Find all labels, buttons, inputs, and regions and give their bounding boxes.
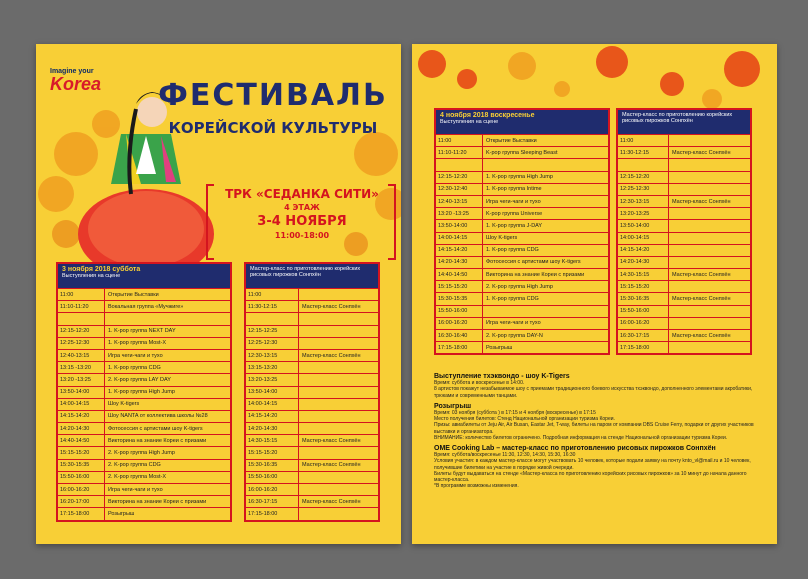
info-text: Время: суббота/воскресенье 11:30, 12:30, 14:30, 15:30, 16:30 [434,452,576,459]
stage-table-subtitle: Выступления на сцене [62,273,121,279]
table-row [246,312,378,324]
row-time: 12:15-12:20 [436,172,483,183]
row-time: 16:00-16:20 [58,484,105,495]
row-time: 11:10-11:20 [58,301,105,312]
master-class-table-sun [616,108,752,355]
row-time: 12:30-13:15 [618,196,669,207]
logo-tagline: Imagine your [50,68,94,75]
stage-schedule-table-sat [56,262,232,522]
table-row [246,398,378,410]
row-time: 13:15 -13:20 [58,362,105,373]
table-row [618,317,750,329]
row-event [483,159,486,170]
table-row [246,386,378,398]
row-time: 12:30-12:40 [436,184,483,195]
row-event [669,172,672,183]
row-event: Мастер-класс Сонпхён [302,352,361,359]
table-row [246,483,378,495]
master-table-rows [246,288,378,520]
row-event: Игра чеги-чаги и тухо [108,486,163,493]
table-row [436,232,608,244]
table-row [436,268,608,280]
row-event [669,208,672,219]
table-row [618,256,750,268]
row-time: 14:20-14:30 [436,257,483,268]
table-row [246,434,378,446]
row-event: Игра чеги-чаги и тухо [108,352,163,359]
stage-table-date: 3 ноября 2018 суббота [62,266,141,273]
row-event [299,508,302,519]
row-time: 17:15-18:00 [246,508,299,519]
row-event: 2. K-pop группа DAY-N [486,332,543,339]
row-time: 15:30-16:35 [246,460,299,471]
row-time: 14:15-14:20 [436,245,483,256]
table-row [618,232,750,244]
row-event [105,313,108,324]
row-event [299,338,302,349]
logo-wordmark: Korea [50,74,102,94]
table-row [618,219,750,231]
row-time: 16:00-16:20 [246,484,299,495]
row-time [58,313,105,324]
table-row [436,244,608,256]
row-time: 16:30-17:15 [246,496,299,507]
table-row [58,410,230,422]
row-event [669,281,672,292]
row-event: 2. K-pop группа LAY DAY [108,376,171,383]
row-event: Мастер-класс Сонпхён [302,437,361,444]
row-time: 14:00-14:15 [436,233,483,244]
row-time: 14:20-14:30 [58,423,105,434]
info-heading-cooking-lab: OME Cooking Lab – мастер-класс по приготовлению рисовых пирожков Сонпхён [434,445,716,453]
row-event [299,399,302,410]
row-time: 16:30-17:15 [618,330,669,341]
stage-schedule-table-sun [434,108,610,355]
row-time: 15:30-16:35 [618,293,669,304]
row-event: Шоу K-tigers [486,235,518,242]
table-row [58,349,230,361]
stage-table-rows [436,134,608,353]
info-text: Место получения билетов: Стенд Национальной организации туризма Кореи. [434,416,615,423]
row-time: 15:50-16:00 [436,306,483,317]
row-event: 1. K-pop группа High Jump [486,174,553,181]
master-table-rows [618,134,750,353]
table-row [246,507,378,519]
row-time: 17:15-18:00 [58,508,105,519]
row-time: 13:20-13:25 [246,374,299,385]
row-time: 14:40-14:50 [58,435,105,446]
row-time: 13:50-14:00 [246,387,299,398]
row-time: 12:25-12:30 [246,338,299,349]
table-row [246,495,378,507]
row-time: 14:15-14:20 [618,245,669,256]
row-time: 14:00-14:15 [246,399,299,410]
row-event [483,306,486,317]
table-row [58,459,230,471]
row-event: 1. K-pop группа CDG [486,296,539,303]
row-time: 17:15-18:00 [436,342,483,353]
table-row [436,292,608,304]
row-time: 13:20 -13:25 [58,374,105,385]
row-time: 13:50-14:00 [618,220,669,231]
row-event [299,411,302,422]
info-text: Условия участия: в каждом мастер-классе могут участвовать 10 человек, которые подали заявку на почту knto_vl@mail.ru и 10 человек, получившие билетики на участие в порядке живой очереди. [434,458,751,471]
table-row [58,422,230,434]
row-time: 15:50-16:00 [58,472,105,483]
row-event: Мастер-класс Сонпхён [672,332,731,339]
row-time: 14:40-14:50 [436,269,483,280]
table-row [246,325,378,337]
table-row [436,305,608,317]
table-row [58,325,230,337]
row-time: 15:15-15:20 [246,447,299,458]
row-time: 13:50-14:00 [436,220,483,231]
row-time: 11:00 [246,289,299,300]
row-event: Мастер-класс Сонпхён [302,462,361,469]
row-time: 16:00-16:20 [618,318,669,329]
table-row [436,207,608,219]
table-row [246,288,378,300]
row-event: Игра чеги-чаги и тухо [486,198,541,205]
table-row [246,471,378,483]
row-event: 1. K-pop группа CDG [486,247,539,254]
row-time: 13:15-13:20 [246,362,299,373]
row-event: Мастер-класс Сонпхён [302,303,361,310]
row-time: 12:25-12:30 [618,184,669,195]
table-row [436,183,608,195]
table-row [246,349,378,361]
row-time: 11:30-12:15 [618,147,669,158]
table-row [58,495,230,507]
row-time: 14:20-14:30 [246,423,299,434]
flyer-page-2 [412,44,777,544]
row-event: Фотосессия с артистами шоу K-tigers [486,259,581,266]
row-time: 16:00-16:20 [436,318,483,329]
stage-table-subtitle: Выступления на сцене [440,119,499,125]
row-time: 11:10-11:20 [436,147,483,158]
table-row [618,292,750,304]
row-time: 11:00 [436,135,483,146]
info-text: *В программе возможны изменения. [434,483,519,490]
table-row [58,471,230,483]
table-row [618,195,750,207]
venue-floor: 4 ЭТАЖ [284,203,320,212]
table-row [436,317,608,329]
row-time: 15:50-16:00 [246,472,299,483]
row-event: Мастер-класс Сонпхён [672,149,731,156]
row-event: Викторина на знание Кореи с призами [108,498,207,505]
table-row [618,183,750,195]
row-event: 1. K-pop группа J-DAY [486,222,543,229]
table-row [618,329,750,341]
venue-time: 11:00-18:00 [274,231,330,240]
stage-table-date: 4 ноября 2018 воскресенье [440,112,535,119]
row-event [299,387,302,398]
row-time: 12:15-12:20 [618,172,669,183]
master-table-header [246,264,378,288]
row-event: 2. K-pop группа Most-X [108,474,167,481]
row-event: Мастер-класс Сонпхён [672,271,731,278]
festival-title-block [158,78,388,137]
table-row [58,300,230,312]
row-time: 17:15-18:00 [618,342,669,353]
table-row [618,134,750,146]
festival-subtitle: КОРЕЙСКОЙ КУЛЬТУРЫ [168,119,378,137]
row-time: 12:30-13:15 [246,350,299,361]
row-event [669,257,672,268]
info-text: Время: суббота и воскресенье в 14:00. [434,380,525,387]
row-time: 13:20-13:25 [618,208,669,219]
table-row [58,337,230,349]
table-row [618,305,750,317]
table-row [436,341,608,353]
table-row [436,256,608,268]
table-row [618,171,750,183]
visit-korea-logo [50,68,101,93]
row-time: 14:15-14:20 [246,411,299,422]
row-event: 1. K-pop группа Most-X [108,340,167,347]
table-row [58,288,230,300]
row-event: Шоу K-tigers [108,401,140,408]
table-row [58,398,230,410]
festival-title: ФЕСТИВАЛЬ [158,78,388,113]
row-time: 15:15-15:20 [58,447,105,458]
row-event: 2. K-pop группа High Jump [486,283,553,290]
table-row [618,341,750,353]
row-event: Викторина на знание Кореи с призами [108,437,207,444]
row-event: 1. K-pop группа CDG [108,364,161,371]
table-row [58,507,230,519]
row-event [669,135,672,146]
master-table-title: Мастер-класс по приготовлению корейских рисовых пирожков Сонпхён [622,112,733,124]
table-row [246,422,378,434]
row-event: Мастер-класс Сонпхён [672,296,731,303]
row-event [669,220,672,231]
row-event [299,289,302,300]
row-event [669,342,672,353]
row-time: 14:00-14:15 [618,233,669,244]
row-time: 13:50-14:00 [58,387,105,398]
row-time: 16:30-16:40 [436,330,483,341]
row-event [299,326,302,337]
row-event: 1. K-pop группа Intime [486,186,542,193]
info-text: Билеты будут выдаваться на стенде «Мастер-класса по приготовлению корейских рисовых пирожков» за 10 минут до начала данного мастер-класса. [434,470,747,484]
table-row [436,171,608,183]
table-row [436,134,608,146]
row-event: 1. K-pop группа NEXT DAY [108,328,176,335]
row-time: 14:15-14:20 [58,411,105,422]
table-row [436,158,608,170]
master-table-title: Мастер-класс по приготовлению корейских рисовых пирожков Сонпхён [250,266,361,278]
info-text: ВНИМАНИЕ: количество билетов ограничено. Подробная информация на стенде Национальной организации туризма Кореи. [434,434,728,441]
row-event: 2. K-pop группа High Jump [108,450,175,457]
row-event [669,159,672,170]
row-event [669,233,672,244]
info-heading-ktigers: Выступление тхэквондо - шоу K-Tigers [434,373,570,380]
row-time: 12:40-13:15 [58,350,105,361]
row-event: Открытие Выставки [486,137,537,144]
event-info-section [434,369,764,489]
master-class-table-sat [244,262,380,522]
table-row [246,300,378,312]
row-event [669,245,672,256]
table-row [246,446,378,458]
row-event: 2. K-pop группа CDG [108,462,161,469]
row-event: Розыгрыш [108,510,135,517]
flyer-page-1 [36,44,401,544]
venue-dates: 3-4 НОЯБРЯ [257,214,347,229]
row-time: 11:00 [618,135,669,146]
row-event: K-pop группа Universe [486,210,543,217]
row-event: K-pop группа Sleeping Beast [486,149,558,156]
table-row [436,329,608,341]
stage-table-rows [58,288,230,520]
row-time: 15:15-15:20 [436,281,483,292]
row-time: 14:30-15:15 [246,435,299,446]
row-time: 12:15-12:20 [58,326,105,337]
table-row [58,373,230,385]
venue-name: ТРК «СЕДАНКА СИТИ» [225,187,379,201]
info-heading-raffle: Розыгрыш [434,402,472,410]
row-time: 14:00-14:15 [58,399,105,410]
table-row [58,361,230,373]
table-row [246,337,378,349]
row-time: 16:20-17:00 [58,496,105,507]
row-event [669,306,672,317]
table-row [58,483,230,495]
table-row [618,268,750,280]
row-time: 14:30-15:15 [618,269,669,280]
table-row [618,158,750,170]
row-event: Шоу NANTA от коллектива школы №28 [108,413,208,420]
row-event: Игра чеги-чаги и тухо [486,320,541,327]
venue-block [212,187,392,240]
table-row [618,280,750,292]
table-row [58,312,230,324]
master-table-header [618,110,750,134]
row-time: 12:25-12:30 [58,338,105,349]
table-row [246,373,378,385]
row-event [299,362,302,373]
stage-table-header [58,264,230,288]
table-row [436,280,608,292]
row-time: 11:30-12:15 [246,301,299,312]
row-time: 15:50-16:00 [618,306,669,317]
row-event: 1. K-pop группа High Jump [108,389,175,396]
table-row [618,244,750,256]
table-row [58,434,230,446]
table-row [618,146,750,158]
info-text: Время: 03 ноября (суббота ) в 17:15 и 4 ноября (воскресенье) в 17:15 [434,410,596,417]
row-event [299,313,302,324]
row-event: Открытие Выставки [108,291,159,298]
row-time: 12:15-12:25 [246,326,299,337]
row-time [618,159,669,170]
row-time: 15:15-15:20 [618,281,669,292]
row-event: Мастер-класс Сонпхён [672,198,731,205]
table-row [58,386,230,398]
row-time [246,313,299,324]
row-event [669,318,672,329]
row-time [436,159,483,170]
row-event [669,184,672,195]
table-row [618,207,750,219]
row-event: Вокальная группа «Мучжиге» [108,303,184,310]
row-event: Викторина на знание Кореи с призами [486,271,585,278]
table-row [436,146,608,158]
stage-table-header [436,110,608,134]
row-time: 15:30-15:35 [436,293,483,304]
row-event [299,447,302,458]
row-time: 12:40-13:15 [436,196,483,207]
row-time: 11:00 [58,289,105,300]
table-row [436,195,608,207]
row-event [299,423,302,434]
row-time: 14:20-14:30 [618,257,669,268]
table-row [246,361,378,373]
row-event: Розыгрыш [486,344,513,351]
row-event: Мастер-класс Сонпхён [302,498,361,505]
row-event [299,484,302,495]
row-event [299,374,302,385]
table-row [58,446,230,458]
table-row [246,459,378,471]
info-text: Призы: авиабилеты от Jeju Air, Air Busan, Eastar Jet, T-way, билеты на паром от компании DBS Cruise Ferry, подарки от других участников выставки и организатора. [434,422,754,435]
row-event [299,472,302,483]
info-text: 8 артистов покажут незабываемое шоу с приемами традиционного боевого искусства тхэквондо, дополненного элементами акробатики, трюками и современными танцами. [434,386,753,399]
row-event: Фотосессия с артистами шоу K-tigers [108,425,203,432]
table-row [436,219,608,231]
row-time: 15:30-15:35 [58,460,105,471]
table-row [246,410,378,422]
row-time: 13:20 -13:25 [436,208,483,219]
